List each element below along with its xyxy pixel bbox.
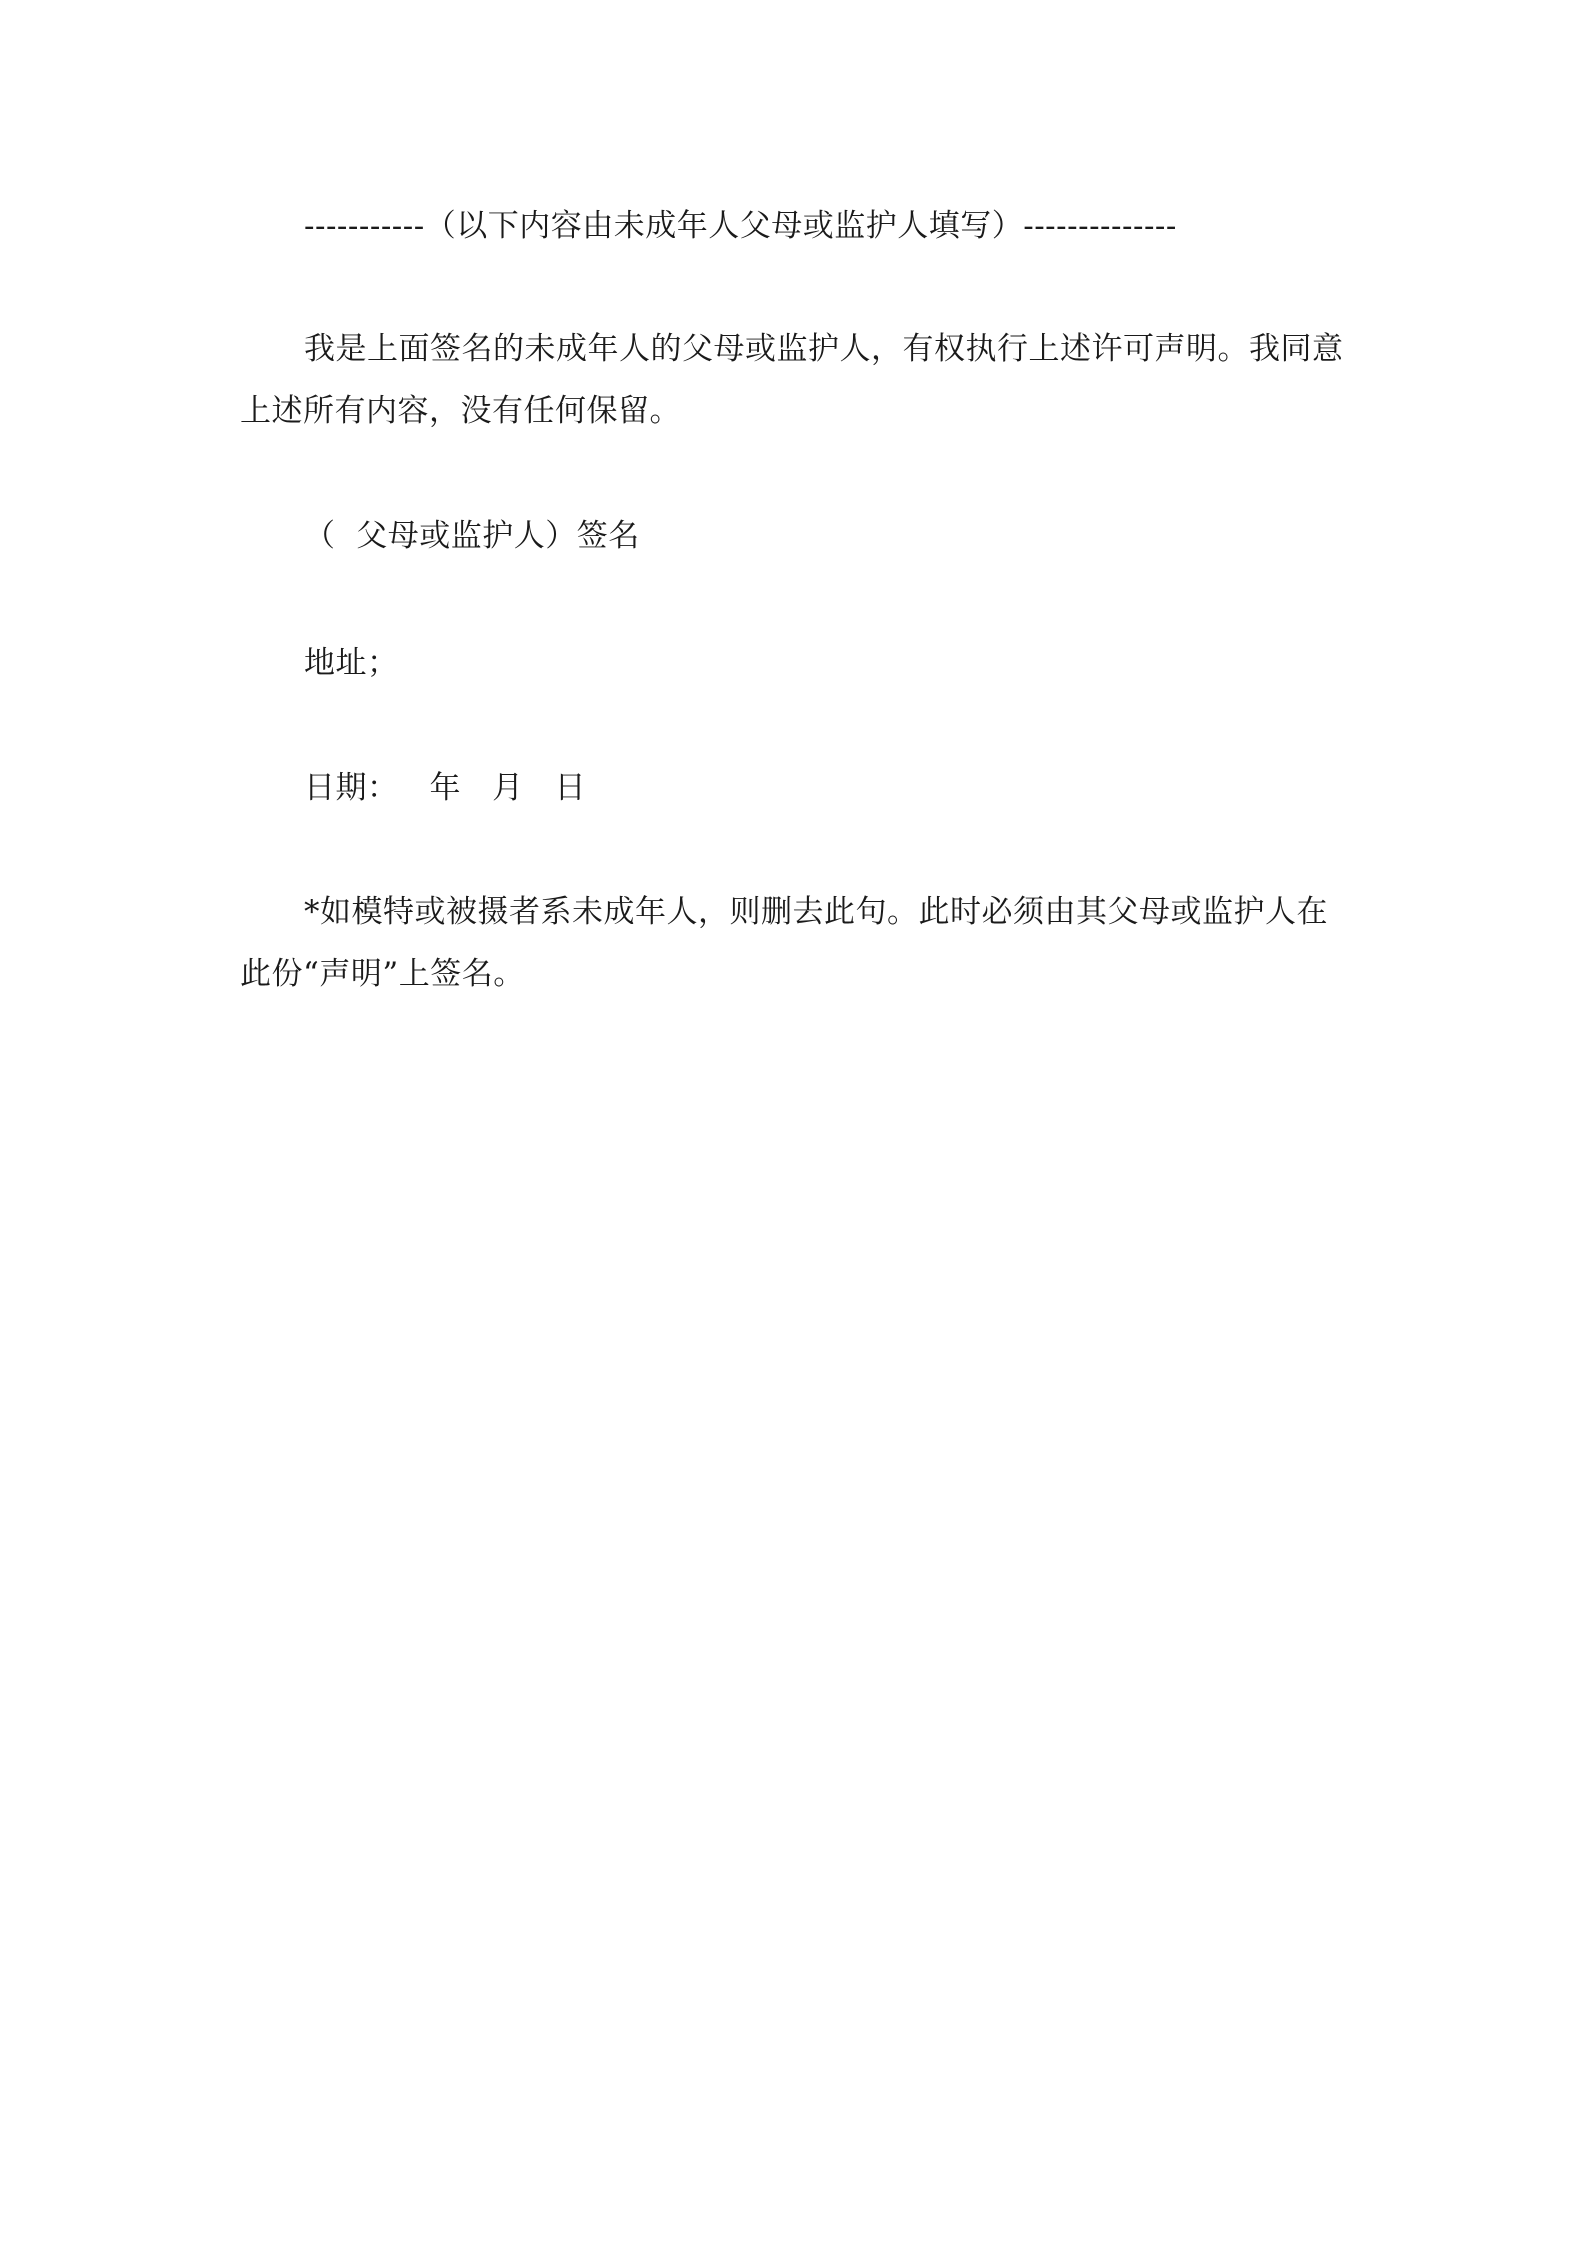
guardian-section-divider: -----------（以下内容由未成年人父母或监护人填写）-------------- [304,208,1177,244]
minor-footnote: *如模特或被摄者系未成年人，则删去此句。此时必须由其父母或监护人在此份“声明”上签名。 [240,894,1328,992]
address-label: 地址； [304,645,399,681]
guardian-consent-paragraph: 我是上面签名的未成年人的父母或监护人，有权执行上述许可声明。我同意上述所有内容，没有任何保留。 [240,331,1344,429]
date-label: 日期： 年 月 日 [304,770,587,806]
guardian-signature-label: （ 父母或监护人）签名 [304,518,640,554]
